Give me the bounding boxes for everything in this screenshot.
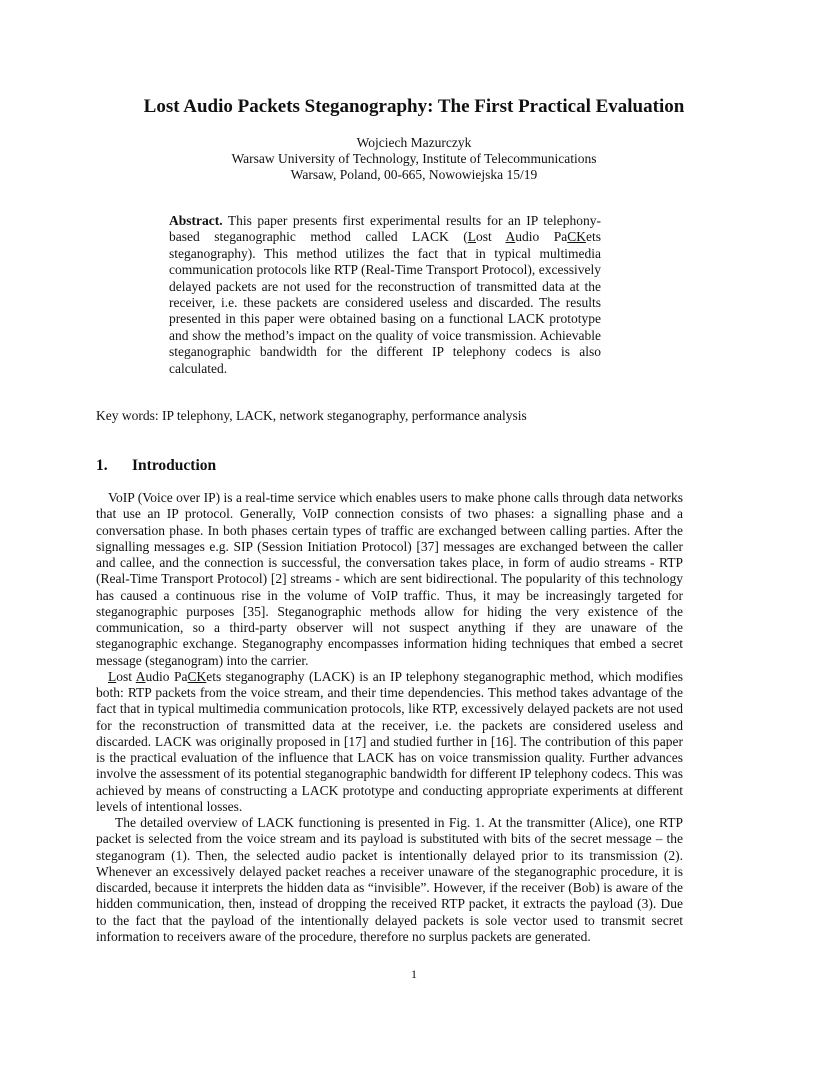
acronym-rest-udio: udio Pa <box>145 668 188 684</box>
acronym-letter-l: L <box>467 229 477 245</box>
acronym-rest-udio: udio Pa <box>515 229 568 245</box>
author-block <box>0 135 828 183</box>
section-heading-introduction <box>96 456 736 476</box>
abstract-text-start: This paper presents first experimental results for an IP telephony-based steganographic method called LACK ( <box>169 213 601 245</box>
author-address: Warsaw, Poland, 00-665, Nowowiejska 15/19 <box>290 167 538 182</box>
abstract <box>169 213 601 377</box>
paragraph-3: The detailed overview of LACK functioning is presented in Fig. 1. At the transmitter (Alice), one RTP packet is selected from the voice stream and its payload is substituted with bits of the secret message – the steganogram (1). Then, the selected audio packet is intentionally delayed prior to its transmission (2). Whenever an excessively delayed packet reaches a receiver unaware of the steganographic procedure, it is discarded, because it interprets the hidden data as “invisible”. However, if the receiver (Bob) is aware of the hidden communication, then, instead of dropping the received RTP packet, it extracts the payload (3). Due to the fact that the payload of the intentionally delayed packets is sole vector used to transmit secret information to receivers aware of the procedure, therefore no surplus packets are generated. <box>96 815 683 944</box>
abstract-text-rest: ets steganography). This method utilizes the fact that in typical multimedia communication protocols like RTP (Real-Time Transport Protocol), excessively delayed packets are not used for the reconstruction of transmitted data at the receiver, i.e. these packets are considered useless and discarded. The results presented in this paper were obtained basing on a functional LACK prototype and show the method’s impact on the quality of voice transmission. Achievable steganographic bandwidth for the different IP telephony codecs is also calculated. <box>169 229 601 376</box>
section-title: Introduction <box>132 457 217 474</box>
paragraph-2 <box>96 669 683 815</box>
author-affiliation: Warsaw University of Technology, Institute of Telecommunications <box>231 151 597 166</box>
keywords: Key words: IP telephony, LACK, network steganography, performance analysis <box>96 408 527 423</box>
abstract-label: Abstract. <box>169 213 223 228</box>
paper-title: Lost Audio Packets Steganography: The First Practical Evaluation <box>143 96 685 117</box>
page-number: 1 <box>411 967 417 981</box>
acronym-letters-ck: CK <box>187 668 207 684</box>
acronym-rest-ost: ost <box>116 668 136 684</box>
introduction-body <box>96 490 683 945</box>
author-name: Wojciech Mazurczyk <box>356 135 472 150</box>
acronym-letter-l: L <box>108 668 117 684</box>
acronym-letters-ck: CK <box>567 229 586 245</box>
section-number: 1. <box>96 457 108 474</box>
acronym-letter-a: A <box>135 668 146 684</box>
paragraph-2-text: ets steganography (LACK) is an IP telephony steganographic method, which modifies both: RTP packets from the voice stream, and their time dependencies. This method takes advantage of the fact that in typical multimedia communication protocols, like RTP, excessively delayed packets are not used for the reconstruction of transmitted data at the receiver, i.e. the packets are considered useless and discarded. LACK was originally proposed in [17] and studied further in [16]. The contribution of this paper is the practical evaluation of the influence that LACK has on voice transmission quality. Further advances involve the assessment of its potential steganographic bandwidth for different IP telephony codecs. This was achieved by means of constructing a LACK prototype and conducting appropriate experiments at different levels of intentional losses. <box>96 668 683 814</box>
paragraph-1: VoIP (Voice over IP) is a real-time service which enables users to make phone calls through data networks that use an IP protocol. Generally, VoIP connection consists of two phases: a signalling phase and a conversation phase. In both phases certain types of traffic are exchanged between calling parties. After the signalling messages e.g. SIP (Session Initiation Protocol) [37] messages are exchanged between the caller and callee, and the connection is successful, the conversation takes place, in form of audio streams - RTP (Real-Time Transport Protocol) [2] streams - which are sent bidirectional. The popularity of this technology has caused a continuous rise in the volume of VoIP traffic. Thus, it may be increasingly targeted for steganographic purposes [35]. Steganographic methods allow for hiding the very existence of the communication, so a third-party observer will not suspect anything if they are unaware of the steganographic exchange. Steganography encompasses information hiding techniques that embed a secret message (steganogram) into the carrier. <box>96 490 683 668</box>
acronym-letter-a: A <box>505 229 516 245</box>
acronym-rest-ost: ost <box>476 229 506 245</box>
